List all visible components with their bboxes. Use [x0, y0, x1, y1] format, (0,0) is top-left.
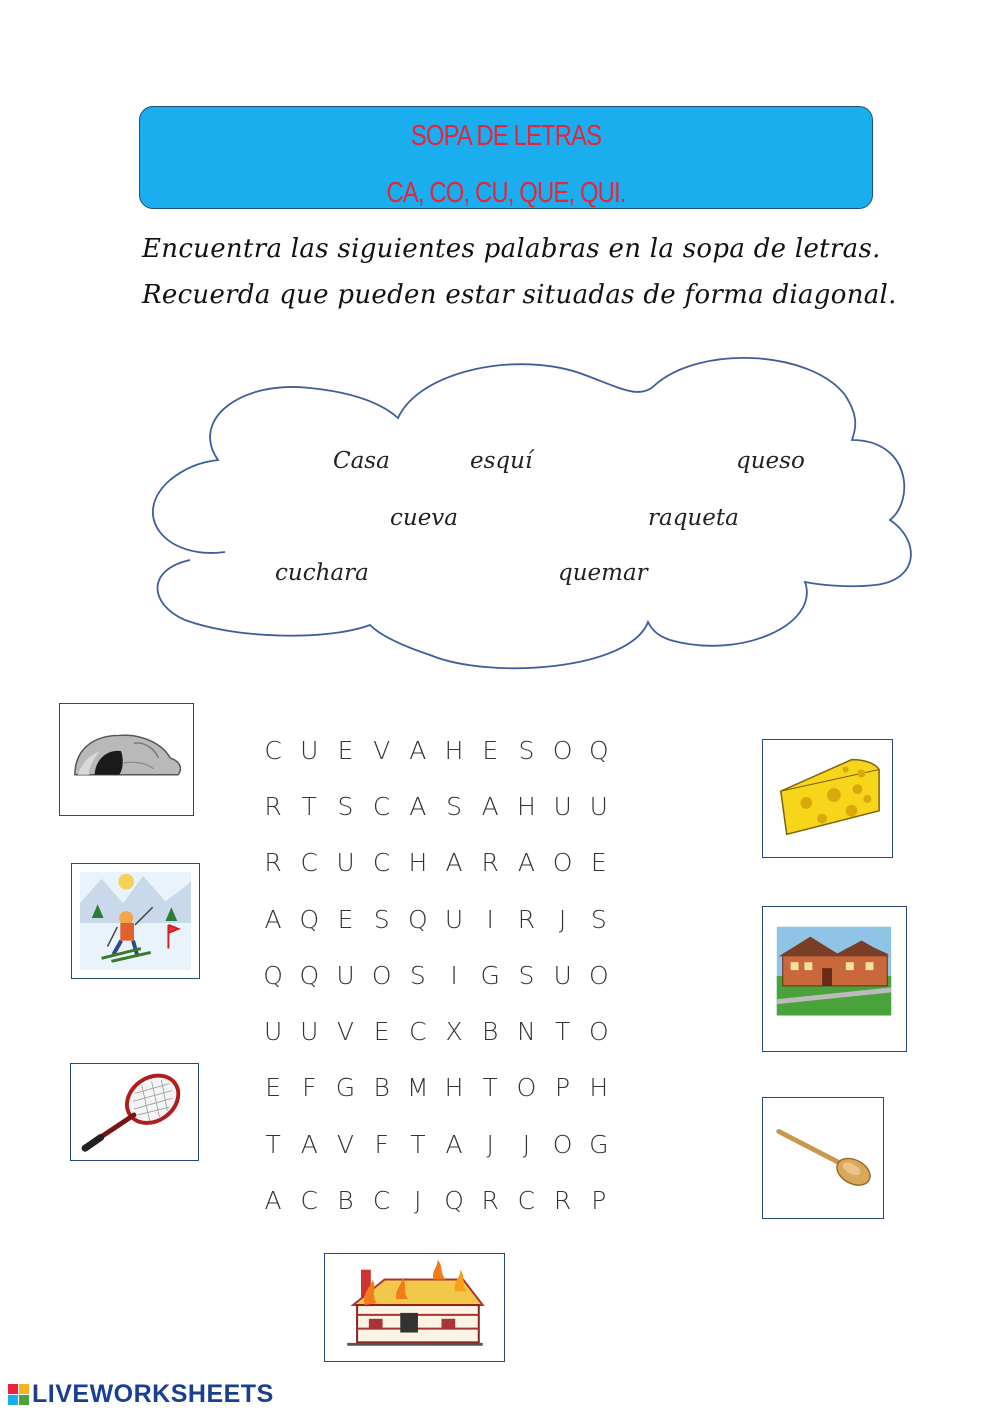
word-raqueta: raqueta [648, 505, 739, 531]
grid-cell[interactable]: R [481, 1186, 499, 1216]
grid-row [255, 722, 625, 778]
grid-cell[interactable]: A [517, 848, 535, 878]
grid-row [255, 835, 625, 891]
grid-cell[interactable]: M [407, 1073, 429, 1103]
grid-cell[interactable]: U [263, 1017, 283, 1047]
grid-cell[interactable]: V [373, 735, 391, 765]
burning-house-picture [324, 1253, 505, 1362]
grid-row [255, 1003, 625, 1059]
grid-cell[interactable]: C [517, 1186, 536, 1216]
grid-cell[interactable]: E [373, 1017, 390, 1047]
grid-cell[interactable]: O [552, 1129, 573, 1159]
burning-house-icon [325, 1254, 504, 1361]
grid-row [255, 891, 625, 947]
house-picture [762, 906, 907, 1052]
grid-cell[interactable]: U [336, 960, 355, 990]
grid-cell[interactable]: P [591, 1186, 607, 1216]
grid-cell[interactable]: J [558, 904, 567, 934]
grid-cell[interactable]: T [301, 791, 317, 821]
grid-cell[interactable]: C [372, 1186, 391, 1216]
grid-cell[interactable]: E [337, 904, 354, 934]
grid-cell[interactable]: Q [408, 904, 428, 934]
grid-cell[interactable]: C [264, 735, 282, 765]
grid-cell[interactable]: O [516, 1073, 537, 1103]
cheese-picture [762, 739, 893, 858]
grid-cell[interactable]: G [480, 960, 500, 990]
skier-icon [72, 864, 199, 978]
grid-cell[interactable]: G [589, 1129, 609, 1159]
grid-cell[interactable]: S [446, 791, 462, 821]
grid-cell[interactable]: H [589, 1073, 609, 1103]
grid-cell[interactable]: E [590, 848, 607, 878]
grid-cell[interactable]: G [335, 1073, 356, 1103]
grid-cell[interactable]: S [518, 735, 535, 765]
grid-cell[interactable]: U [336, 848, 355, 878]
grid-cell[interactable]: T [554, 1017, 571, 1047]
grid-cell[interactable]: A [409, 791, 427, 821]
grid-cell[interactable]: H [444, 1073, 464, 1103]
instruction-line-1: Encuentra las siguientes palabras en la sopa de letras. [142, 234, 881, 264]
grid-cell[interactable]: O [588, 1017, 609, 1047]
grid-cell[interactable]: A [264, 904, 282, 934]
grid-cell[interactable]: S [409, 960, 426, 990]
house-icon [763, 907, 906, 1051]
grid-cell[interactable]: F [374, 1129, 389, 1159]
grid-cell[interactable]: U [300, 735, 319, 765]
grid-cell[interactable]: Q [444, 1186, 464, 1216]
grid-cell[interactable]: U [300, 1017, 319, 1047]
grid-cell[interactable]: R [264, 848, 282, 878]
grid-cell[interactable]: A [300, 1129, 318, 1159]
grid-cell[interactable]: C [409, 1017, 427, 1047]
cave-picture [59, 703, 194, 816]
word-casa: Casa [333, 448, 390, 474]
grid-row [255, 947, 625, 1003]
grid-cell[interactable]: Q [299, 904, 320, 934]
grid-cell[interactable]: Q [263, 960, 283, 990]
word-esqui: esquí [470, 448, 533, 474]
grid-cell[interactable]: C [372, 791, 391, 821]
liveworksheets-logo[interactable] [8, 1380, 274, 1409]
grid-cell[interactable]: A [445, 1129, 463, 1159]
grid-cell[interactable]: I [450, 960, 458, 990]
word-bank-cloud [130, 340, 920, 680]
letter-grid [255, 722, 625, 1229]
word-queso: queso [736, 448, 805, 474]
grid-cell[interactable]: V [336, 1129, 355, 1159]
grid-cell[interactable]: T [265, 1129, 281, 1159]
grid-cell[interactable]: H [444, 735, 464, 765]
grid-cell[interactable]: C [372, 848, 391, 878]
grid-cell[interactable]: O [588, 960, 609, 990]
grid-row [255, 1060, 625, 1116]
racket-icon [71, 1064, 198, 1160]
grid-cell[interactable]: A [445, 848, 463, 878]
grid-cell[interactable]: U [444, 904, 464, 934]
grid-cell[interactable]: N [517, 1017, 536, 1047]
word-quemar: quemar [558, 560, 648, 586]
grid-cell[interactable]: A [481, 791, 499, 821]
grid-row [255, 1172, 625, 1228]
grid-cell[interactable]: B [337, 1186, 354, 1216]
grid-cell[interactable]: A [264, 1186, 282, 1216]
grid-cell[interactable]: U [589, 791, 608, 821]
grid-cell[interactable]: U [553, 960, 572, 990]
worksheet-subtitle: CA, CO, CU, QUE, QUI. [386, 177, 626, 209]
liveworksheets-icon [8, 1384, 30, 1406]
racket-picture [70, 1063, 199, 1161]
cave-icon [60, 704, 193, 815]
grid-cell[interactable]: I [486, 904, 494, 934]
spoon-icon [763, 1098, 883, 1218]
grid-cell[interactable]: O [552, 848, 573, 878]
grid-cell[interactable]: J [486, 1129, 494, 1159]
grid-cell[interactable]: T [410, 1129, 426, 1159]
grid-cell[interactable]: E [265, 1073, 281, 1103]
grid-cell[interactable]: R [481, 848, 499, 878]
grid-cell[interactable]: V [336, 1017, 355, 1047]
grid-cell[interactable]: J [522, 1129, 531, 1159]
grid-cell[interactable]: H [408, 848, 428, 878]
grid-cell[interactable]: O [552, 735, 573, 765]
grid-cell[interactable]: T [482, 1073, 498, 1103]
worksheet-title: SOPA DE LETRAS [410, 120, 602, 152]
grid-cell[interactable]: E [482, 735, 499, 765]
word-cuchara: cuchara [275, 560, 369, 586]
grid-cell[interactable]: O [371, 960, 392, 990]
cheese-icon [763, 740, 892, 857]
grid-cell[interactable]: H [517, 791, 536, 821]
skier-picture [71, 863, 200, 979]
grid-cell[interactable]: R [517, 904, 536, 934]
grid-cell[interactable]: R [553, 1186, 572, 1216]
grid-cell[interactable]: C [300, 848, 319, 878]
grid-row [255, 1116, 625, 1172]
grid-row [255, 778, 625, 834]
grid-cell[interactable]: S [518, 960, 535, 990]
grid-cell[interactable]: Q [299, 960, 320, 990]
grid-cell[interactable]: C [300, 1186, 319, 1216]
title-box [139, 106, 873, 209]
grid-cell[interactable]: U [553, 791, 572, 821]
grid-cell[interactable]: S [337, 791, 354, 821]
grid-cell[interactable]: A [409, 735, 427, 765]
grid-cell[interactable]: B [482, 1017, 499, 1047]
brand-name: LIVEWORKSHEETS [32, 1380, 274, 1408]
grid-cell[interactable]: R [264, 791, 282, 821]
word-cueva: cueva [390, 505, 459, 531]
grid-cell[interactable]: Q [588, 735, 609, 765]
grid-cell[interactable]: J [414, 1186, 422, 1216]
grid-cell[interactable]: E [337, 735, 354, 765]
grid-cell[interactable]: S [373, 904, 390, 934]
grid-cell[interactable]: B [373, 1073, 390, 1103]
spoon-picture [762, 1097, 884, 1219]
instruction-line-2: Recuerda que pueden estar situadas de forma diagonal. [142, 280, 897, 310]
grid-cell[interactable]: P [555, 1073, 571, 1103]
grid-cell[interactable]: F [302, 1073, 317, 1103]
grid-cell[interactable]: X [445, 1017, 463, 1047]
grid-cell[interactable]: S [590, 904, 607, 934]
